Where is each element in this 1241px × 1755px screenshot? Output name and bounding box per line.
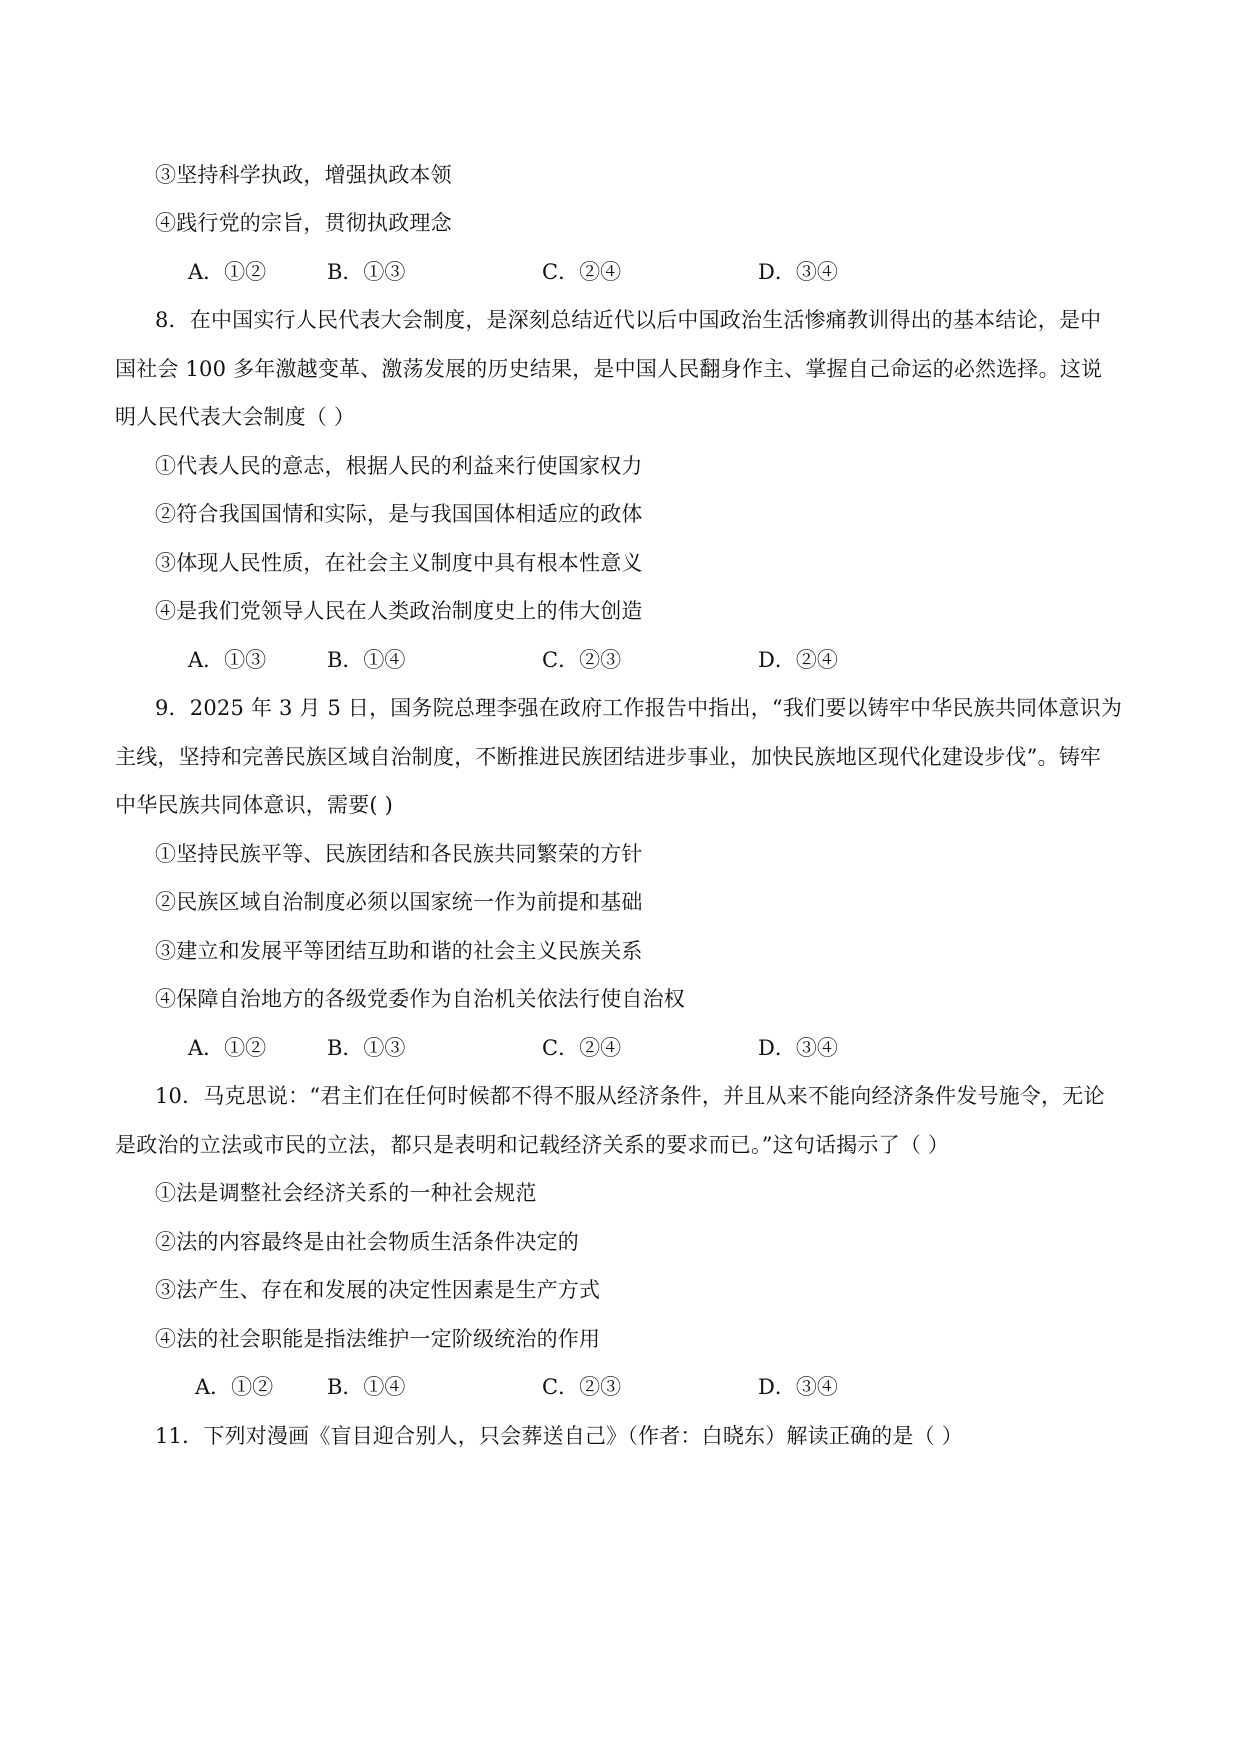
q8-option-a: A．①③: [188, 648, 267, 672]
q8-stem-line-3: 明人民代表大会制度（ ）: [115, 405, 356, 429]
q8-stem-line-1: 8．在中国实行人民代表大会制度，是深刻总结近代以后中国政治生活惨痛教训得出的基本结论，是中: [155, 308, 1102, 332]
q7-option-d: D．③④: [758, 260, 838, 284]
q10-statement-3: ③法产生、存在和发展的决定性因素是生产方式: [155, 1278, 601, 1302]
q7-option-c: C．②④: [542, 260, 622, 284]
q8-statement-3: ③体现人民性质，在社会主义制度中具有根本性意义: [155, 551, 643, 575]
q7-option-b: B．①③: [327, 260, 406, 284]
q9-stem-line-1: 9．2025 年 3 月 5 日，国务院总理李强在政府工作报告中指出，“我们要以铸牢中华民族共同体意识为: [155, 696, 1123, 720]
q10-stem-line-2: 是政治的立法或市民的立法，都只是表明和记载经济关系的要求而已。”这句话揭示了（ ）: [115, 1133, 950, 1157]
q9-stem-line-3: 中华民族共同体意识，需要( ): [115, 793, 394, 817]
q8-option-b: B．①④: [327, 648, 406, 672]
q8-stem-line-2: 国社会 100 多年激越变革、激荡发展的历史结果，是中国人民翻身作主、掌握自己命运的必然选择。这说: [115, 357, 1103, 381]
q9-statement-4: ④保障自治地方的各级党委作为自治机关依法行使自治权: [155, 987, 685, 1011]
q7-statement-3: ③坚持科学执政，增强执政本领: [155, 163, 452, 187]
q9-statement-1: ①坚持民族平等、民族团结和各民族共同繁荣的方针: [155, 842, 643, 866]
q9-option-d: D．③④: [758, 1036, 838, 1060]
q11-stem-line-1: 11．下列对漫画《盲目迎合别人，只会葬送自己》（作者：白晓东）解读正确的是（ ）: [155, 1424, 963, 1448]
q8-option-d: D．②④: [758, 648, 838, 672]
q8-statement-4: ④是我们党领导人民在人类政治制度史上的伟大创造: [155, 599, 643, 623]
q10-option-c: C．②③: [542, 1375, 622, 1399]
q10-option-b: B．①④: [327, 1375, 406, 1399]
q9-option-a: A．①②: [188, 1036, 267, 1060]
q9-option-b: B．①③: [327, 1036, 406, 1060]
q10-statement-1: ①法是调整社会经济关系的一种社会规范: [155, 1181, 537, 1205]
q9-stem-line-2: 主线，坚持和完善民族区域自治制度，不断推进民族团结进步事业，加快民族地区现代化建设步伐”。铸牢: [115, 745, 1102, 769]
q9-statement-3: ③建立和发展平等团结互助和谐的社会主义民族关系: [155, 939, 643, 963]
q10-statement-4: ④法的社会职能是指法维护一定阶级统治的作用: [155, 1327, 601, 1351]
q9-option-c: C．②④: [542, 1036, 622, 1060]
q8-statement-1: ①代表人民的意志，根据人民的利益来行使国家权力: [155, 454, 643, 478]
q7-option-a: A．①②: [188, 260, 267, 284]
q9-statement-2: ②民族区域自治制度必须以国家统一作为前提和基础: [155, 890, 643, 914]
q10-option-a: A．①②: [195, 1375, 274, 1399]
q7-statement-4: ④践行党的宗旨，贯彻执政理念: [155, 211, 452, 235]
q10-option-d: D．③④: [758, 1375, 838, 1399]
q10-statement-2: ②法的内容最终是由社会物质生活条件决定的: [155, 1230, 579, 1254]
q10-stem-line-1: 10．马克思说：“君主们在任何时候都不得不服从经济条件，并且从来不能向经济条件发号施令，无论: [155, 1084, 1105, 1108]
q8-option-c: C．②③: [542, 648, 622, 672]
q8-statement-2: ②符合我国国情和实际，是与我国国体相适应的政体: [155, 502, 643, 526]
